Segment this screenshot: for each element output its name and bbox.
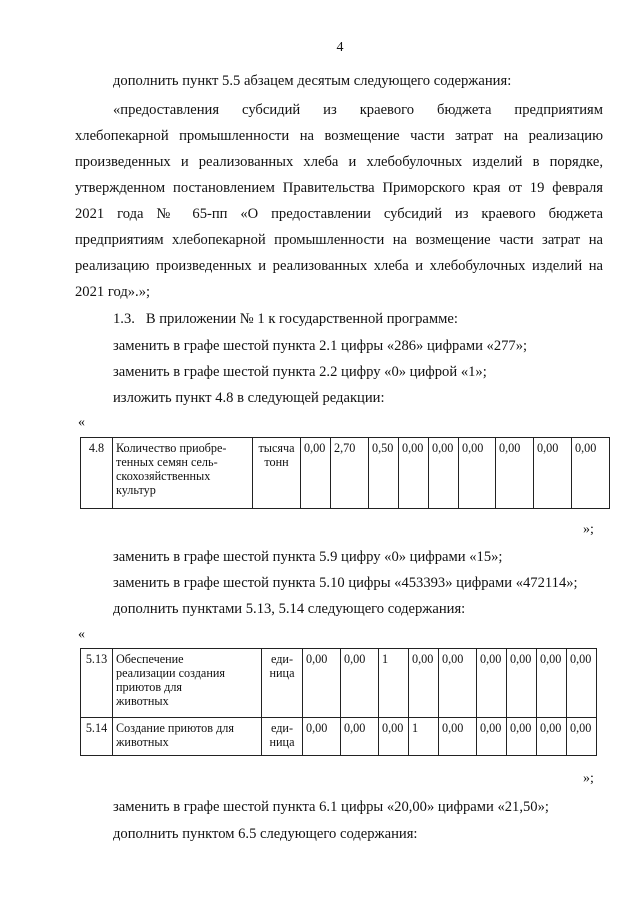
page-number: 4 (336, 40, 344, 55)
value-cell: 1 (379, 649, 409, 718)
row-name (113, 649, 262, 718)
row-number: 4.8 (81, 438, 113, 509)
value-cell: 0,50 (369, 438, 399, 509)
add-6-5: дополнить пунктом 6.5 следующего содержания: (113, 826, 418, 842)
replace-5-9: заменить в графе шестой пункта 5.9 цифру «0» цифрами «15»; (113, 549, 503, 565)
name-line: животных (116, 735, 169, 749)
unit-line: еди- (270, 721, 294, 735)
quote-line-4: утвержденном постановлением Правительства Приморского края от 19 февраля (75, 180, 603, 196)
quote-line-7: реализацию произведенных и реализованных хлеба и хлебобулочных изделий на (75, 258, 603, 274)
item-1-3: 1.3. В приложении № 1 к государственной программе: (113, 311, 458, 327)
row-unit (253, 438, 301, 509)
quote-line-1: «предоставления субсидий из краевого бюджета предприятиям (113, 102, 603, 118)
value-cell: 0,00 (301, 438, 331, 509)
name-line: животных (116, 694, 169, 708)
quote-close-2: »; (583, 771, 594, 786)
add-5-13-5-14: дополнить пунктами 5.13, 5.14 следующего содержания: (113, 601, 466, 617)
name-line: Количество приобре- (116, 441, 227, 455)
value-cell: 0,00 (409, 649, 439, 718)
restate-4-8: изложить пункт 4.8 в следующей редакции: (113, 390, 385, 406)
row-unit (262, 718, 303, 756)
unit-line: ница (269, 735, 295, 749)
value-cell: 0,00 (341, 649, 379, 718)
table-5-13-5-14 (80, 648, 597, 756)
table-row (81, 649, 597, 718)
row-number: 5.14 (81, 718, 113, 756)
value-cell: 2,70 (331, 438, 369, 509)
unit-line: ница (269, 666, 295, 680)
table-4-8 (80, 437, 610, 509)
row-number: 5.13 (81, 649, 113, 718)
quote-line-2: хлебопекарной промышленности на возмещение части затрат на реализацию (75, 128, 603, 144)
value-cell: 0,00 (496, 438, 534, 509)
name-line: скохозяйственных (116, 469, 211, 483)
value-cell: 0,00 (379, 718, 409, 756)
paragraph-amend-5-5: дополнить пункт 5.5 абзацем десятым следующего содержания: (113, 73, 512, 89)
replace-2-1: заменить в графе шестой пункта 2.1 цифры «286» цифрами «277»; (113, 338, 528, 354)
value-cell: 0,00 (459, 438, 496, 509)
replace-2-2: заменить в графе шестой пункта 2.2 цифру «0» цифрой «1»; (113, 364, 487, 380)
value-cell: 0,00 (567, 718, 597, 756)
unit-line: тонн (264, 455, 289, 469)
quote-open-2: « (78, 627, 85, 642)
value-cell: 1 (409, 718, 439, 756)
value-cell: 0,00 (439, 718, 477, 756)
name-line: Создание приютов для (116, 721, 234, 735)
value-cell: 0,00 (399, 438, 429, 509)
unit-line: еди- (270, 652, 294, 666)
replace-5-10: заменить в графе шестой пункта 5.10 цифры «453393» цифрами «472114»; (113, 575, 578, 591)
replace-6-1: заменить в графе шестой пункта 6.1 цифры «20,00» цифрами «21,50»; (113, 799, 549, 815)
table-row (81, 718, 597, 756)
unit-line: тысяча (258, 441, 295, 455)
row-name (113, 438, 253, 509)
value-cell: 0,00 (341, 718, 379, 756)
quote-line-8: 2021 год».»; (75, 284, 151, 300)
value-cell: 0,00 (507, 718, 537, 756)
value-cell: 0,00 (477, 718, 507, 756)
quote-open-1: « (78, 415, 85, 430)
name-line: Обеспечение (116, 652, 184, 666)
value-cell: 0,00 (429, 438, 459, 509)
value-cell: 0,00 (537, 718, 567, 756)
value-cell: 0,00 (572, 438, 610, 509)
quote-line-5: 2021 года № 65-пп «О предоставлении субсидий из краевого бюджета (75, 206, 603, 222)
row-name (113, 718, 262, 756)
value-cell: 0,00 (507, 649, 537, 718)
row-unit (262, 649, 303, 718)
value-cell: 0,00 (567, 649, 597, 718)
value-cell: 0,00 (303, 718, 341, 756)
table-row (81, 438, 610, 509)
name-line: культур (116, 483, 156, 497)
value-cell: 0,00 (303, 649, 341, 718)
value-cell: 0,00 (537, 649, 567, 718)
value-cell: 0,00 (534, 438, 572, 509)
value-cell: 0,00 (477, 649, 507, 718)
quote-line-3: произведенных и реализованных хлеба и хлебобулочных изделий в порядке, (75, 154, 603, 170)
quote-line-6: предприятиям хлебопекарной промышленности на возмещение части затрат на (75, 232, 603, 248)
name-line: приютов для (116, 680, 183, 694)
quote-close-1: »; (583, 522, 594, 537)
name-line: тенных семян сель- (116, 455, 218, 469)
value-cell: 0,00 (439, 649, 477, 718)
name-line: реализации создания (116, 666, 225, 680)
